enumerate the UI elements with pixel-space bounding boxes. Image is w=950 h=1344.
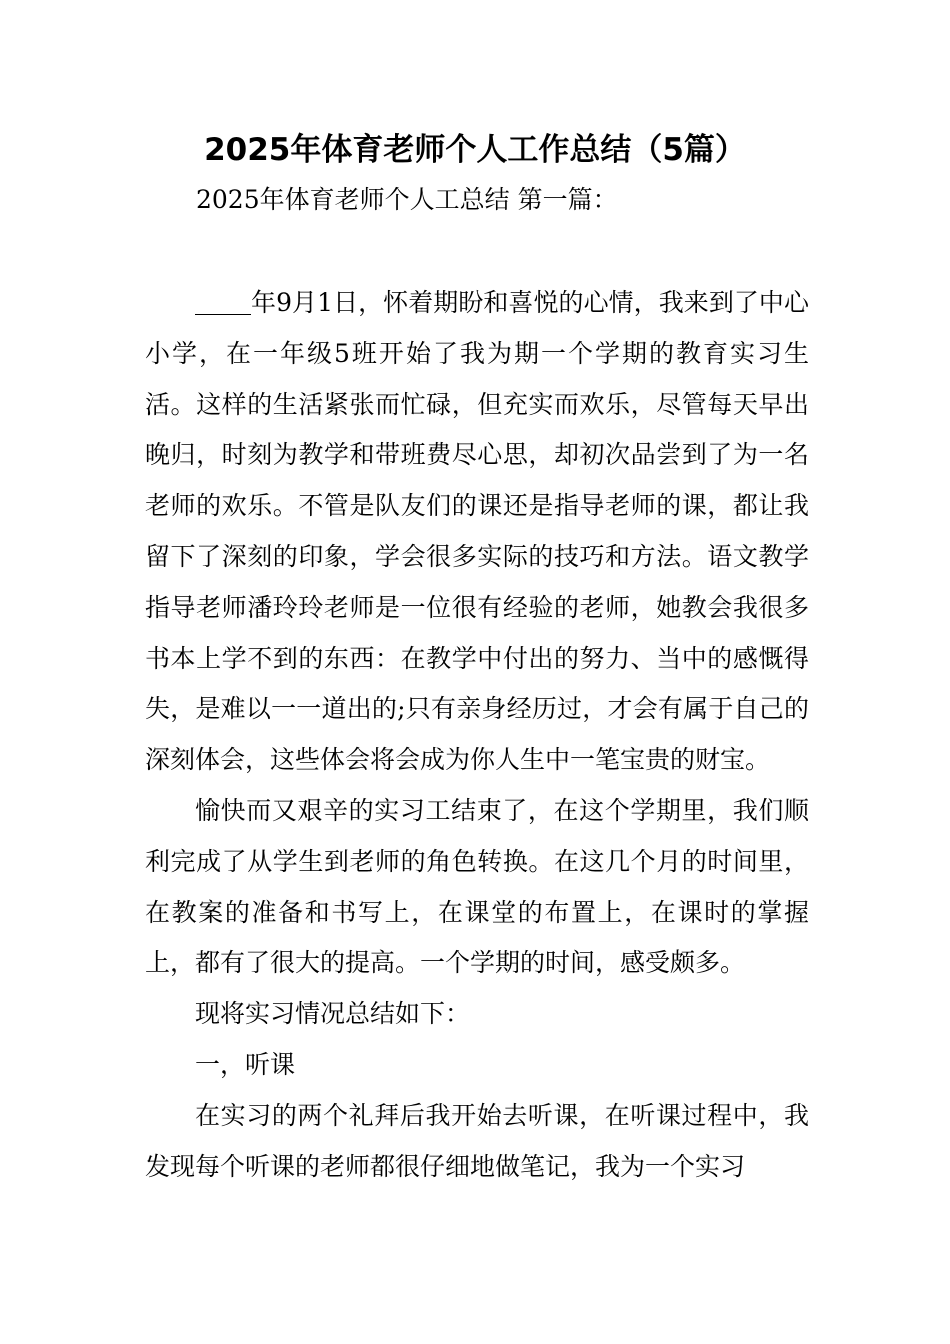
paragraph-2 xyxy=(145,786,809,989)
paragraph-5 xyxy=(145,1091,809,1193)
paragraph-text: 在实习的两个礼拜后我开始去听课，在听课过程中，我发现每个听课的老师都很仔细地做笔记，我为一个实习 xyxy=(145,1100,809,1181)
fill-in-blank xyxy=(195,289,251,315)
paragraph-1 xyxy=(145,278,809,786)
document-title: 2025年体育老师个人工作总结（5篇） xyxy=(204,132,746,168)
paragraph-3 xyxy=(145,989,809,1040)
section-heading: 2025年体育老师个人工总结 第一篇： xyxy=(196,185,618,214)
paragraph-text: 一，听课 xyxy=(195,1049,296,1079)
document-body xyxy=(145,278,809,1192)
paragraph-text: 愉快而又艰辛的实习工结束了，在这个学期里，我们顺利完成了从学生到老师的角色转换。在这几个月的时间里，在教案的准备和书写上，在课堂的布置上，在课时的掌握上，都有了很大的提高。一个学期的时间，感受颇多。 xyxy=(145,795,809,978)
paragraph-text: 年9月1日，怀着期盼和喜悦的心情，我来到了中心小学，在一年级5班开始了我为期一个学期的教育实习生活。这样的生活紧张而忙碌，但充实而欢乐，尽管每天早出晚归，时刻为教学和带班费尽心思，却初次品尝到了为一名老师的欢乐。不管是队友们的课还是指导老师的课，都让我留下了深刻的印象，学会很多实际的技巧和方法。语文教学指导老师潘玲玲老师是一位很有经验的老师，她教会我很多书本上学不到的东西：在教学中付出的努力、当中的感慨得失，是难以一一道出的;只有亲身经历过，才会有属于自己的深刻体会，这些体会将会成为你人生中一笔宝贵的财宝。 xyxy=(145,288,809,775)
paragraph-text: 现将实习情况总结如下： xyxy=(195,999,471,1029)
paragraph-4 xyxy=(145,1040,809,1091)
